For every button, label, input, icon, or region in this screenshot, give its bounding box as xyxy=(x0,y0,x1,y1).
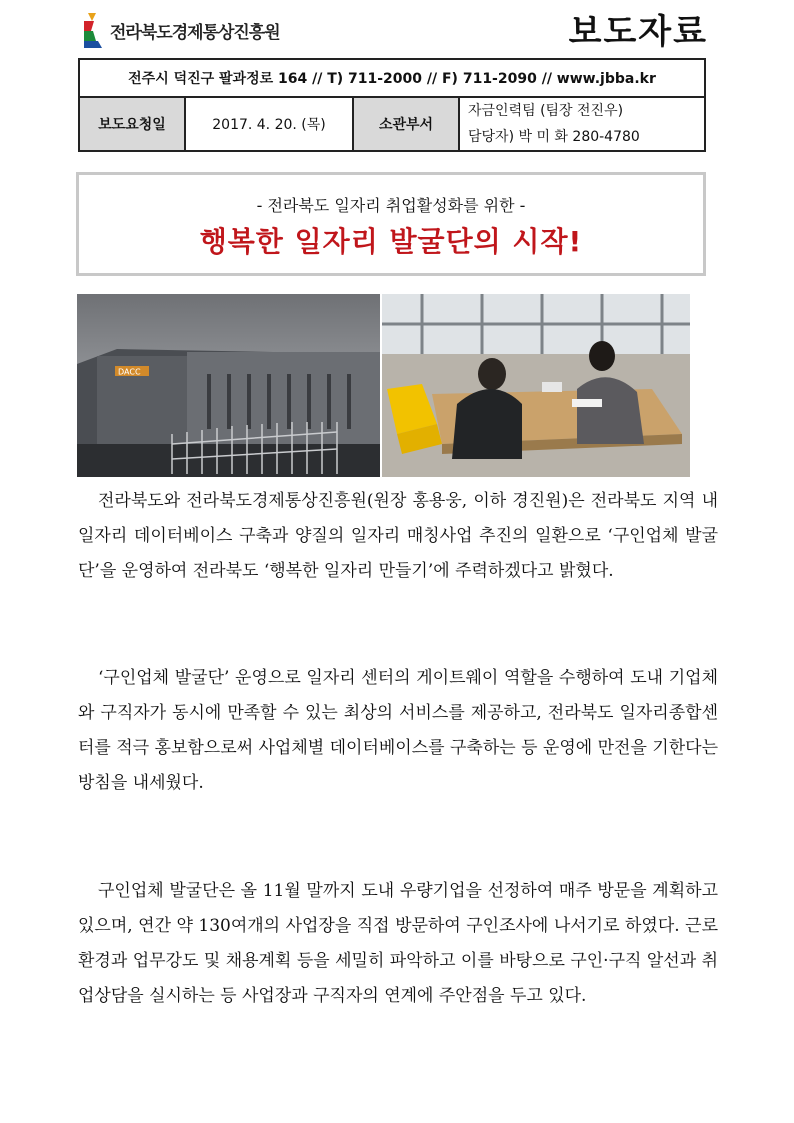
building-sign: DACC xyxy=(118,367,141,377)
document-type-title: 보도자료 xyxy=(568,12,708,52)
paragraph-3: 구인업체 발굴단은 올 11월 말까지 도내 우량기업을 선정하여 매주 방문을 계획하고 있으며, 연간 약 130여개의 사업장을 직접 방문하여 구인조사에 나서기로 하였다. 근로환경과 업무강도 및 채용계획 등을 세밀히 파악하고 이를 바탕으로 구인·구직 알선과 취업상담을 실시하는 등 사업장과 구직자의 연계에 주안점을 두고 있다. xyxy=(78,881,718,1006)
headline-subtitle: - 전라북도 일자리 취업활성화를 위한 - xyxy=(256,196,526,215)
headline-main: 행복한 일자리 발굴단의 시작! xyxy=(199,225,583,258)
paragraph-1: 전라북도와 전라북도경제통상진흥원(원장 홍용웅, 이하 경진원)은 전라북도 지역 내 일자리 데이터베이스 구축과 양질의 일자리 매칭사업 추진의 일환으로 ‘구인업체 발굴단’을 운영하여 전라북도 ‘행복한 일자리 만들기’에 주력하겠다고 밝혔다. xyxy=(78,491,718,581)
org-name: 전라북도경제통상진흥원 xyxy=(110,22,280,43)
counseling-photo xyxy=(382,294,690,477)
department-team: 자금인력팀 (팀장 전진우) xyxy=(468,103,624,119)
department-cell xyxy=(459,97,705,151)
department-contact: 담당자) 박 미 화 280-4780 xyxy=(468,129,640,145)
request-date-label: 보도요청일 xyxy=(79,97,185,151)
headline-box xyxy=(76,172,706,276)
logo-mark-icon xyxy=(82,11,104,49)
org-logo xyxy=(82,10,282,50)
department-label: 소관부서 xyxy=(353,97,459,151)
paragraph-2: ‘구인업체 발굴단’ 운영으로 일자리 센터의 게이트웨이 역할을 수행하여 도내 기업체와 구직자가 동시에 만족할 수 있는 최상의 서비스를 제공하고, 전라북도 일자리종합센터를 적극 홍보함으로써 사업체별 데이터베이스를 구축하는 등 운영에 만전을 기한다는 방침을 내세웠다. xyxy=(78,668,718,793)
address-line: 전주시 덕진구 팔과정로 164 // T) 711-2000 // F) 711-2090 // www.jbba.kr xyxy=(79,59,705,97)
building-photo xyxy=(77,294,380,477)
request-date-value: 2017. 4. 20. (목) xyxy=(185,97,353,151)
contact-info-table xyxy=(78,58,706,152)
